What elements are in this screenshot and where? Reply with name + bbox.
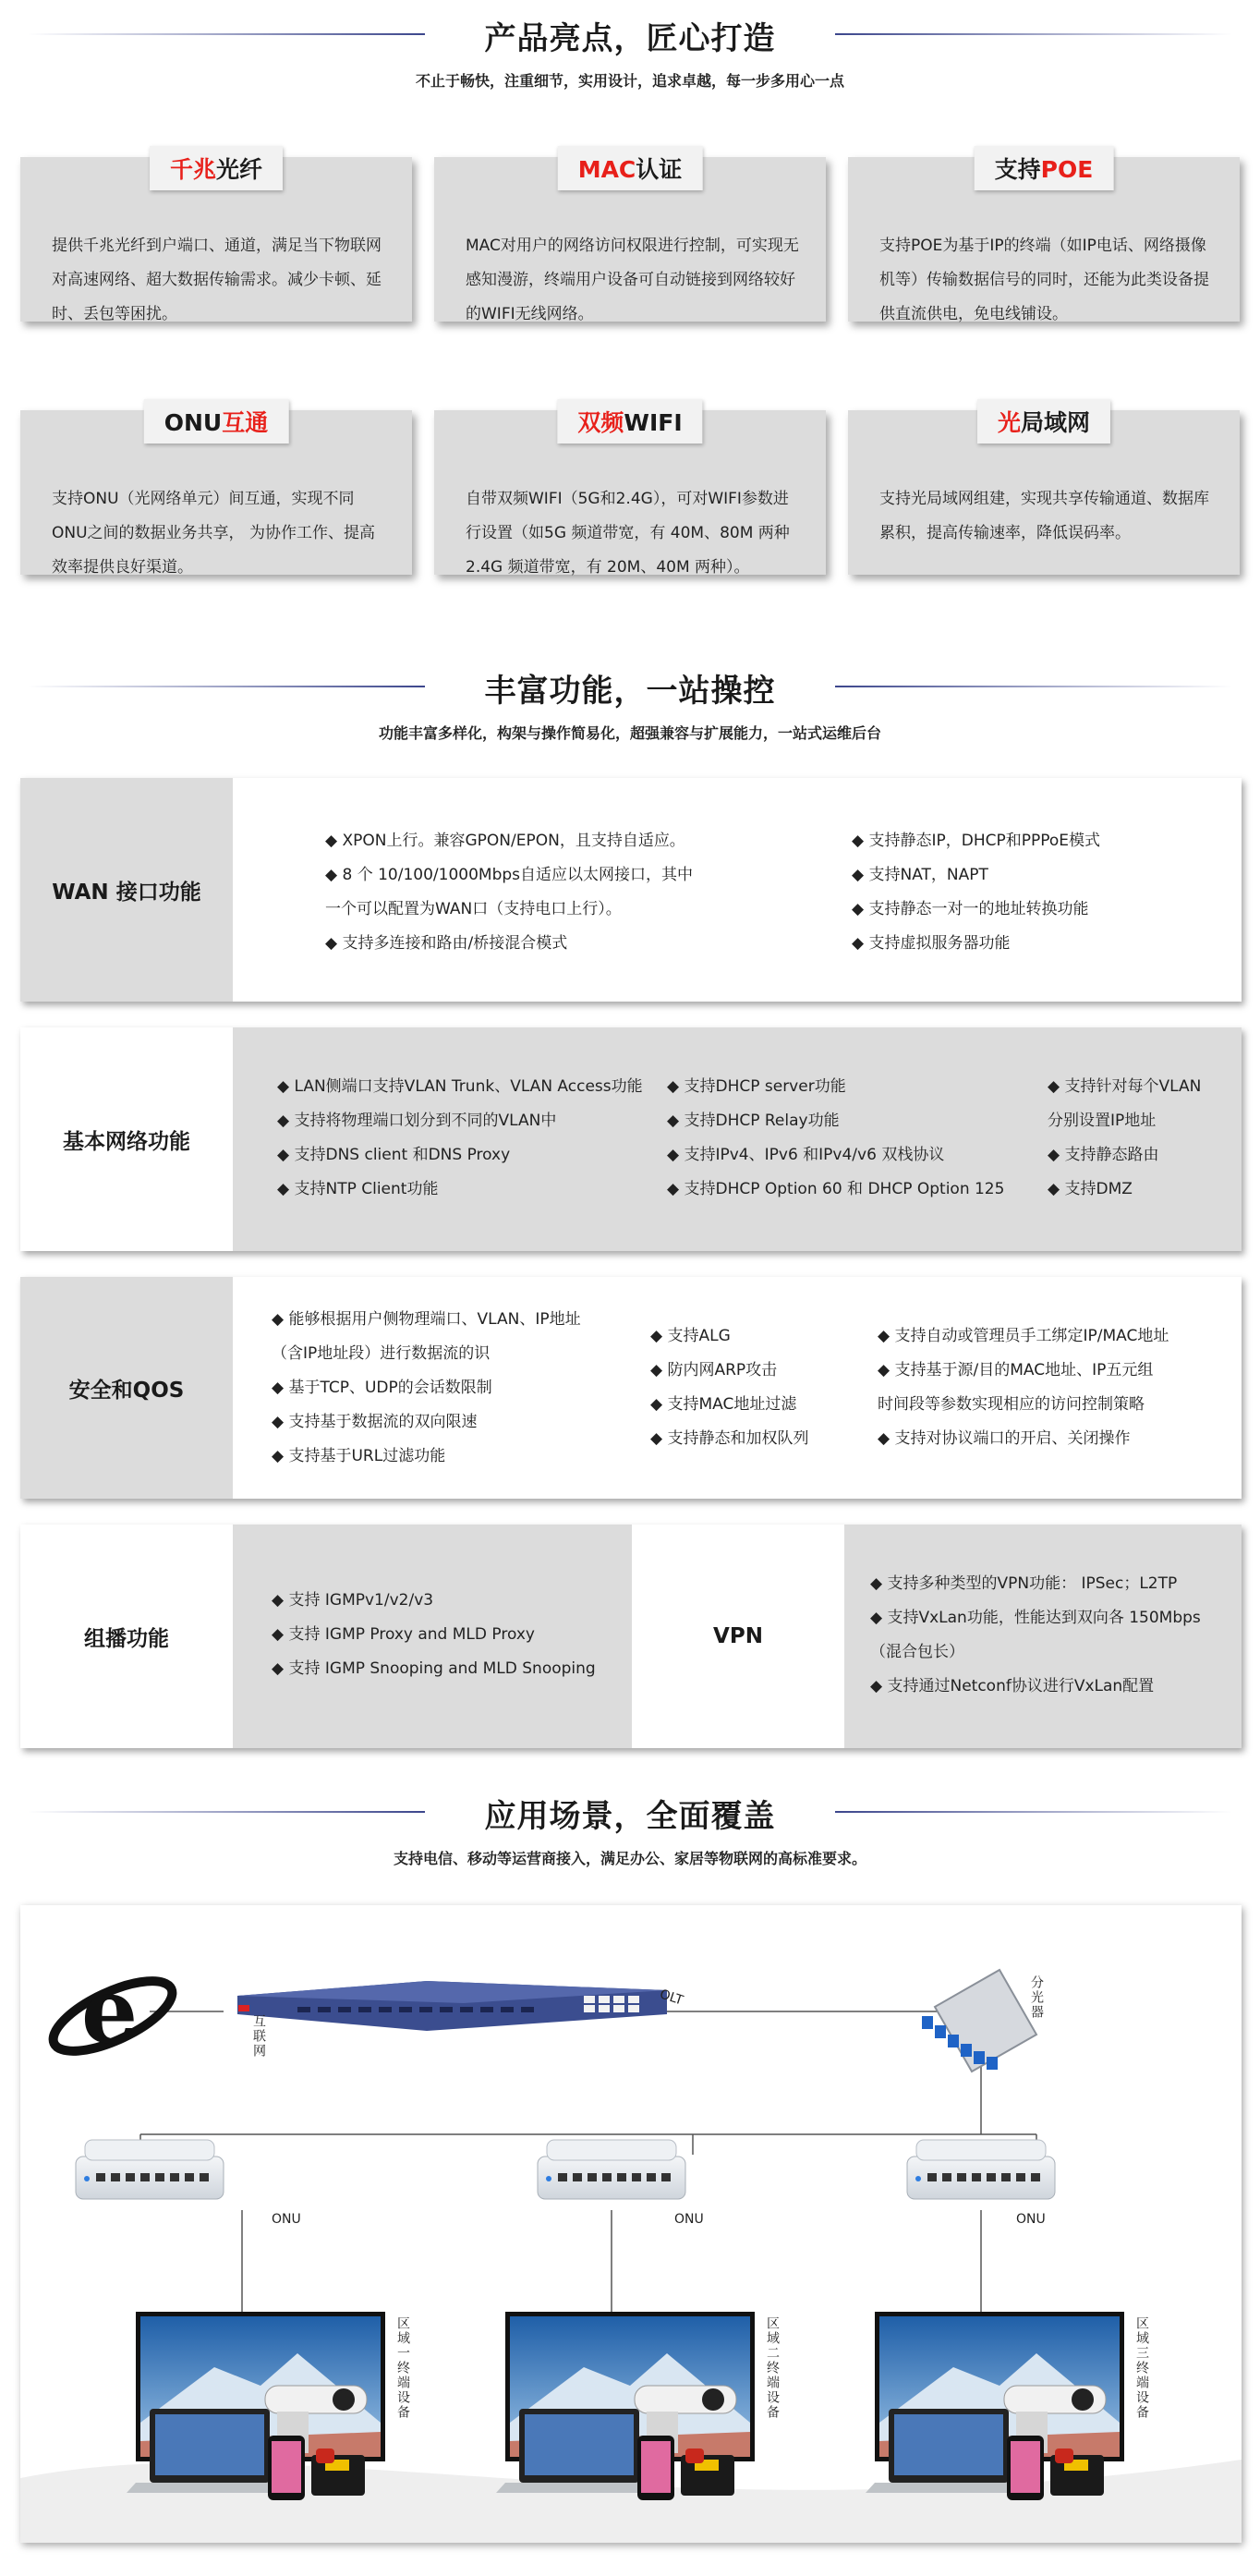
list-item: ◆ 能够根据用户侧物理端口、VLAN、IP地址: [272, 1310, 581, 1329]
onu-label: ONU: [272, 2212, 301, 2227]
list-item: ◆ 支持DHCP server功能: [667, 1077, 846, 1096]
list-item: ◆ 支持对协议端口的开启、关闭操作: [878, 1429, 1131, 1448]
security-qos-table: [20, 1277, 1242, 1499]
security-qos-body: [233, 1277, 1242, 1499]
list-item: ◆ 支持多连接和路由/桥接混合模式: [325, 934, 568, 953]
list-item: ◆ 支持 IGMP Proxy and MLD Proxy: [272, 1625, 535, 1644]
section-scenarios-header: [0, 1791, 1260, 1868]
splitter-label: 分光器: [1029, 1975, 1044, 2020]
list-item: ◆ 8 个 10/100/1000Mbps自适应以太网接口，其中: [325, 866, 694, 884]
wan-function-body: [233, 778, 1242, 1002]
multicast-body: [233, 1525, 632, 1748]
feature-card-optical-lan: [848, 410, 1240, 575]
terminal-group-icon: [496, 2312, 755, 2500]
header-decor-line-right: [835, 686, 1232, 687]
onu-device-icon: [907, 2140, 1055, 2199]
multicast-vpn-table: [20, 1525, 1242, 1748]
list-item: 时间段等参数实现相应的访问控制策略: [878, 1395, 1145, 1414]
feature-card-text: 自带双频WIFI（5G和2.4G），可对WIFI参数进行设置（如5G 频道带宽，有 40M、80M 两种 2.4G 频道带宽，有 20M、40M 两种）。: [466, 490, 790, 577]
list-item: 一个可以配置为WAN口（支持电口上行）。: [325, 900, 622, 918]
list-item: ◆ 支持 IGMPv1/v2/v3: [272, 1591, 434, 1610]
list-item: ◆ 支持ALG: [650, 1327, 731, 1345]
header-decor-line-left: [28, 686, 425, 687]
feature-card-tab: 千兆光纤: [150, 146, 283, 190]
zone-label: 区域二终端设备: [765, 2316, 780, 2420]
vpn-body: [844, 1525, 1242, 1748]
feature-card-poe: [848, 157, 1240, 322]
network-topology-diagram: [20, 1905, 1242, 2543]
security-col-2: [650, 1319, 808, 1456]
wan-function-table: [20, 778, 1242, 1002]
list-item: ◆ 支持基于源/目的MAC地址、IP五元组: [878, 1361, 1154, 1379]
feature-card-tab: 支持POE: [975, 146, 1114, 190]
header-decor-line-left: [28, 1811, 425, 1813]
onu-label: ONU: [1016, 2212, 1046, 2227]
feature-card-tab: ONU互通: [144, 399, 289, 444]
basic-network-title: 基本网络功能: [20, 1027, 233, 1251]
list-item: ◆ 支持静态和加权队列: [650, 1429, 809, 1448]
multicast-title: 组播功能: [20, 1525, 233, 1748]
onu-label: ONU: [674, 2212, 704, 2227]
basic-network-body: [233, 1027, 1242, 1251]
basic-col-2: [667, 1070, 1004, 1207]
list-item: ◆ 支持针对每个VLAN: [1048, 1077, 1202, 1096]
section-title: 应用场景，全面覆盖: [484, 1798, 776, 1835]
list-item: ◆ 支持DMZ: [1048, 1180, 1133, 1198]
list-item: ◆ 支持DHCP Option 60 和 DHCP Option 125: [667, 1180, 1005, 1198]
list-item: ◆ 基于TCP、UDP的会话数限制: [272, 1379, 492, 1397]
list-item: ◆ XPON上行。兼容GPON/EPON，且支持自适应。: [325, 832, 685, 850]
basic-col-3: [1048, 1070, 1201, 1207]
list-item: ◆ 支持VxLan功能，性能达到双向各 150Mbps: [870, 1609, 1201, 1627]
section-functions-header: [0, 665, 1260, 743]
list-item: ◆ 支持DNS client 和DNS Proxy: [277, 1146, 511, 1164]
list-item: ◆ 支持NAT，NAPT: [852, 866, 988, 884]
list-item: ◆ 支持通过Netconf协议进行VxLan配置: [870, 1677, 1155, 1695]
feature-card-text: 支持POE为基于IP的终端（如IP电话、网络摄像机等）传输数据信号的同时，还能为此类设备提供直流供电，免电线铺设。: [879, 237, 1209, 323]
section-products-header: [0, 13, 1260, 91]
feature-card-tab: 光局域网: [977, 399, 1110, 444]
list-item: ◆ 支持MAC地址过滤: [650, 1395, 797, 1414]
list-item: ◆ 支持虚拟服务器功能: [852, 934, 1011, 953]
header-decor-line-right: [835, 1811, 1232, 1813]
vpn-col: [870, 1567, 1201, 1704]
basic-network-table: [20, 1027, 1242, 1251]
list-item: ◆ 支持将物理端口划分到不同的VLAN中: [277, 1112, 557, 1130]
list-item: ◆ 支持多种类型的VPN功能： IPSec；L2TP: [870, 1574, 1178, 1593]
feature-card-tab: 双频WIFI: [557, 399, 702, 444]
feature-card-text: 提供千兆光纤到户端口、通道，满足当下物联网对高速网络、超大数据传输需求。减少卡顿、延时、丢包等困扰。: [52, 237, 382, 323]
feature-card-tab: MAC认证: [558, 146, 703, 190]
feature-card-mac-auth: [434, 157, 826, 322]
splitter-device-icon: [922, 1970, 1036, 2072]
feature-card-text: MAC对用户的网络访问权限进行控制，可实现无感知漫游，终端用户设备可自动链接到网络较好的WIFI无线网络。: [466, 237, 799, 323]
wan-function-title: WAN 接口功能: [20, 778, 233, 1002]
list-item: ◆ 支持IPv4、IPv6 和IPv4/v6 双栈协议: [667, 1146, 945, 1164]
multicast-col: [272, 1584, 596, 1686]
olt-label: OLT: [658, 1987, 685, 2009]
basic-col-1: [277, 1070, 643, 1207]
terminal-group-icon: [866, 2312, 1124, 2500]
header-decor-line-right: [835, 33, 1232, 35]
list-item: ◆ 支持 IGMP Snooping and MLD Snooping: [272, 1659, 596, 1678]
feature-card-onu-interop: [20, 410, 412, 575]
internet-icon: [44, 1959, 182, 2065]
list-item: 分别设置IP地址: [1048, 1112, 1157, 1130]
zone-label: 区域一终端设备: [395, 2316, 410, 2420]
feature-card-text: 支持光局域网组建，实现共享传输通道、数据库累积，提高传输速率，降低误码率。: [879, 490, 1209, 542]
list-item: ◆ 支持自动或管理员手工绑定IP/MAC地址: [878, 1327, 1169, 1345]
vpn-title: VPN: [632, 1525, 844, 1748]
terminal-group-icon: [127, 2312, 385, 2500]
list-item: ◆ LAN侧端口支持VLAN Trunk、VLAN Access功能: [277, 1077, 643, 1096]
svg-text:e: e: [81, 1959, 139, 2063]
list-item: ◆ 防内网ARP攻击: [650, 1361, 778, 1379]
list-item: （混合包长）: [870, 1643, 964, 1661]
security-col-3: [878, 1319, 1169, 1456]
onu-device-icon: [538, 2140, 685, 2199]
onu-device-icon: [76, 2140, 224, 2199]
list-item: （含IP地址段）进行数据流的识: [272, 1344, 491, 1363]
list-item: ◆ 支持DHCP Relay功能: [667, 1112, 840, 1130]
list-item: ◆ 支持静态路由: [1048, 1146, 1159, 1164]
list-item: ◆ 支持基于数据流的双向限速: [272, 1413, 478, 1431]
header-decor-line-left: [28, 33, 425, 35]
list-item: ◆ 支持NTP Client功能: [277, 1180, 439, 1198]
section-subtitle: 功能丰富多样化，构架与操作简易化，超强兼容与扩展能力，一站式运维后台: [378, 724, 881, 742]
feature-card-text: 支持ONU（光网络单元）间互通，实现不同ONU之间的数据业务共享， 为协作工作、提高效率提供良好渠道。: [52, 490, 375, 577]
section-subtitle: 不止于畅快，注重细节，实用设计，追求卓越，每一步多用心一点: [415, 72, 844, 90]
section-subtitle: 支持电信、移动等运营商接入，满足办公、家居等物联网的高标准要求。: [393, 1850, 866, 1867]
topology-svg: [20, 1905, 1242, 2543]
feature-card-dual-band-wifi: [434, 410, 826, 575]
feature-card-gigabit-fiber: [20, 157, 412, 322]
olt-device-icon: [237, 1981, 667, 2031]
internet-label: 互联网: [251, 2014, 266, 2059]
list-item: ◆ 支持基于URL过滤功能: [272, 1447, 446, 1465]
section-title: 丰富功能，一站操控: [484, 673, 776, 710]
section-title: 产品亮点，匠心打造: [484, 20, 776, 57]
wan-col-2: [852, 824, 1100, 961]
list-item: ◆ 支持静态IP，DHCP和PPPoE模式: [852, 832, 1101, 850]
zone-label: 区域三终端设备: [1134, 2316, 1149, 2420]
security-qos-title: 安全和QOS: [20, 1277, 233, 1499]
list-item: ◆ 支持静态一对一的地址转换功能: [852, 900, 1089, 918]
wan-col-1: [325, 824, 693, 961]
security-col-1: [272, 1303, 581, 1474]
